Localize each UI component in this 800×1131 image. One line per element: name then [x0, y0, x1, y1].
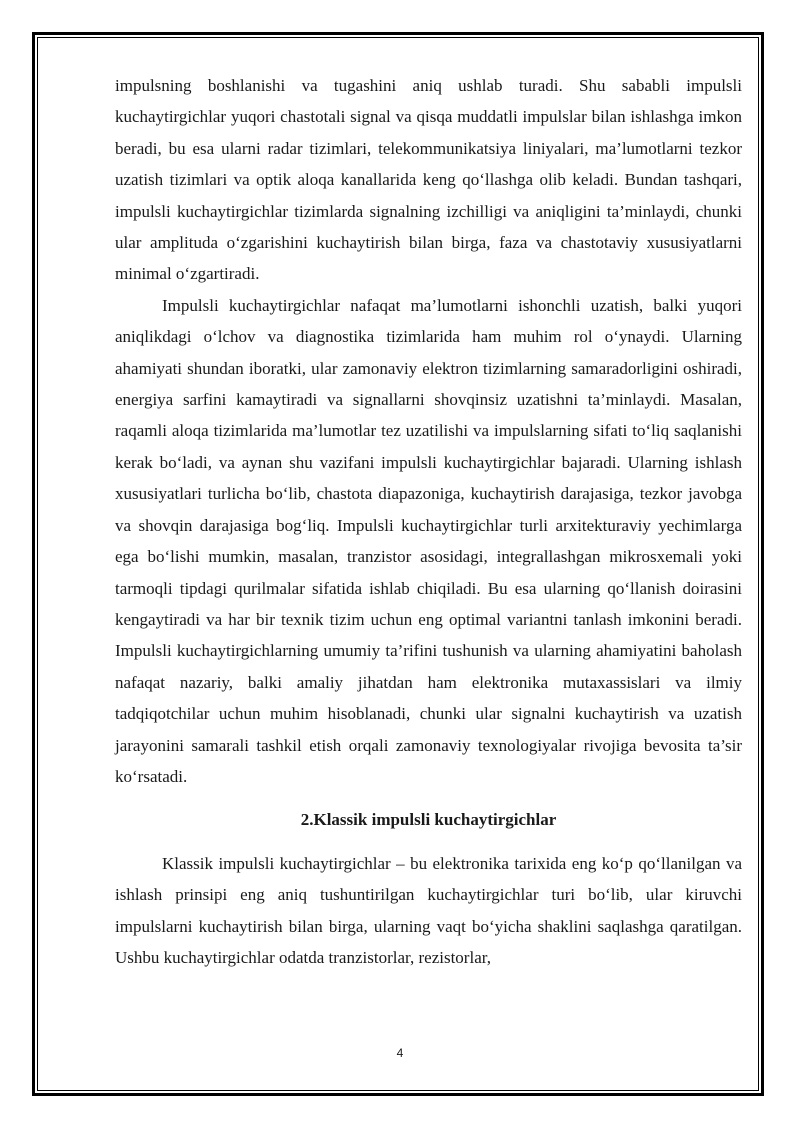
paragraph-continuation: impulsning boshlanishi va tugashini aniq ushlab turadi. Shu sababli impulsli kuchaytirgichlar yuqori chastotali signal va qisqa muddatli impulslar bilan ishlashga imkon beradi, bu esa ularni radar tizimlari, telekommunikatsiya liniyalari, ma’lumotlarni tezkor uzatish tizimlari va optik aloqa kanallarida keng qo‘llashga olib keladi. Bundan tashqari, impulsli kuchaytirgichlar tizimlarda signalning izchilligi va aniqligini ta’minlaydi, chunki ular amplituda o‘zgarishini kuchaytirish bilan birga, faza va chastotaviy xususiyatlarni minimal o‘zgartiradi.: [115, 76, 742, 284]
section-heading: 2.Klassik impulsli kuchaytirgichlar: [300, 810, 557, 830]
page-number: 4: [396, 1046, 404, 1060]
paragraph-classic-amplifiers: Klassik impulsli kuchaytirgichlar – bu elektronika tarixida eng ko‘p qo‘llanilgan va ishlash prinsipi eng aniq tushuntirilgan kuchaytirgichlar turi bo‘lib, ular kiruvchi impulslarni kuchaytirish bilan birga, ularning vaqt bo‘yicha shaklini saqlashga qaratilgan. Ushbu kuchaytirgichlar odatda tranzistorlar, rezistorlar,: [115, 853, 742, 967]
document-body: [115, 70, 742, 973]
paragraph-importance: Impulsli kuchaytirgichlar nafaqat ma’lumotlarni ishonchli uzatish, balki yuqori aniqlikdagi o‘lchov va diagnostika tizimlarida ham muhim rol o‘ynaydi. Ularning ahamiyati shundan iboratki, ular zamonaviy elektron tizimlarning samaradorligini oshiradi, energiya sarfini kamaytiradi va signallarni shovqinsiz uzatishni ta’minlaydi. Masalan, raqamli aloqa tizimlarida ma’lumotlar tez uzatilishi va impulslarning sifati to‘liq saqlanishi kerak bo‘ladi, va aynan shu vazifani impulsli kuchaytirgichlar bajaradi. Ularning ishlash xususiyatlari turlicha bo‘lib, chastota diapazoniga, kuchaytirish darajasiga, tezkor javobga va shovqin darajasiga bog‘liq. Impulsli kuchaytirgichlar turli arxitekturaviy yechimlarga ega bo‘lishi mumkin, masalan, tranzistor asosidagi, integrallashgan mikrosxemali yoki tarmoqli tipdagi qurilmalar sifatida ishlab chiqiladi. Bu esa ularning qo‘llanish doirasini kengaytiradi va har bir texnik tizim uchun eng optimal variantni tanlash imkonini beradi. Impulsli kuchaytirgichlarning umumiy ta’rifini tushunish va ularning ahamiyatini baholash nafaqat nazariy, balki amaliy jihatdan ham elektronika mutaxassislari va ilmiy tadqiqotchilar uchun muhim hisoblanadi, chunki ular signalni kuchaytirish va uzatish jarayonini samarali tashkil etish orqali zamonaviy texnologiyalar rivojiga bevosita ta’sir ko‘rsatadi.: [115, 295, 742, 786]
